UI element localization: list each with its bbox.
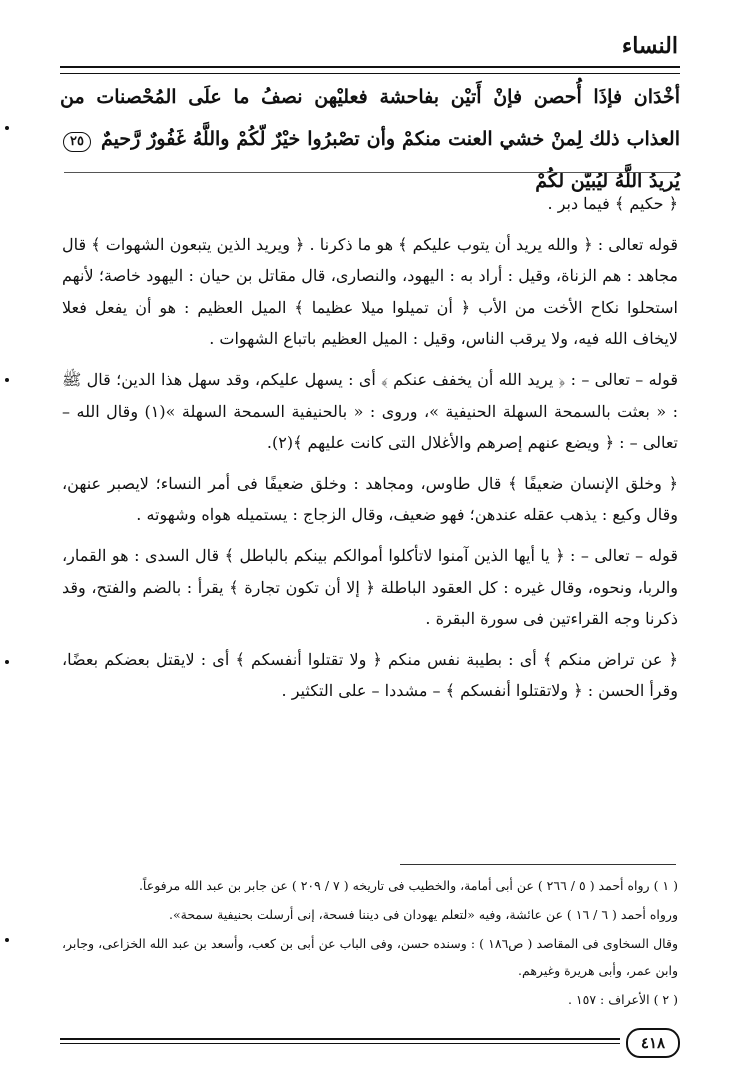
footnote: ورواه أحمد ( ٦ / ١٦ ) عن عائشة، وفيه «لتعلم يهودان فى ديننا فسحة، إنى أرسلت بحنيفية سمحة».	[169, 907, 678, 922]
scan-mark	[5, 660, 9, 664]
page-footer	[60, 1030, 680, 1060]
page-header	[62, 30, 678, 70]
footnotes	[62, 872, 678, 1015]
quran-verse-block	[60, 76, 680, 202]
verse-divider	[64, 172, 676, 173]
header-divider	[60, 66, 680, 74]
scan-mark	[5, 378, 9, 382]
footnote-divider	[400, 864, 676, 865]
footnote: ( ٢ ) الأعراف : ١٥٧ .	[567, 992, 678, 1007]
body-paragraph: ﴿ عن تراض منكم ﴾ أى : بطيبة نفس منكم ﴿ ولا تقتلوا أنفسكم ﴾ أى : لايقتل بعضكم بعضًا، وقرأ الحسن : ﴿ ولاتقتلوا أنفسكم ﴾ – مشددا – على التكثير .	[62, 649, 679, 701]
quran-verse-continuation: يُريدُ اللَّهُ ليُبيّن لكُمْ	[535, 170, 680, 192]
footer-rule	[60, 1038, 620, 1040]
scan-mark	[5, 938, 9, 942]
scan-mark	[5, 126, 9, 130]
footer-rule	[60, 1043, 620, 1044]
surah-title: النساء	[621, 33, 678, 59]
footnote: وقال السخاوى فى المقاصد ( ص١٨٦ ) : وسنده حسن، وفى الباب عن أبى بن كعب، وأسعد بن عبد الله الخزاعى، وجابر، وابن عمر، وأبى هريرة وغيرهم.	[62, 936, 678, 978]
page-number: ٤١٨	[626, 1028, 680, 1058]
quran-verse-text: أخْدَان فإذَا أُحصن فإنْ أَتيْن بفاحشة فعليْهن نصفُ ما علَى المُحْصنات من العذاب ذلك لِمنْ خشي العنت منكمْ وأن تصْبرُوا خيْرٌ لّكُمْ واللَّهُ غَفُورٌ رَّحيمٌ	[60, 86, 680, 150]
footnote: ( ١ ) رواه أحمد ( ٥ / ٢٦٦ ) عن أبى أمامة، والخطيب فى تاريخه ( ٧ / ٢٠٩ ) عن جابر بن عبد الله مرفوعاً.	[138, 878, 678, 893]
body-paragraph: قوله تعالى : ﴿ والله يريد أن يتوب عليكم ﴾ هو ما ذكرنا . ﴿ ويريد الذين يتبعون الشهوات ﴾ قال مجاهد : هم الزناة، وقيل : أراد به : اليهود، والنصارى، قال مقاتل بن حيان : اليهود خاصة؛ لأنهم استحلوا نكاح الأخت من الأب ﴿ أن تميلوا ميلا عظيما ﴾ الميل العظيم : هو أن يفعل فعلا لايخاف الله فيه، ولا يرقب الناس، وقيل : الميل العظيم باتباع الشهوات .	[62, 234, 678, 349]
body-paragraph: قوله – تعالى – : ﴿ يا أيها الذين آمنوا لاتأكلوا أموالكم بينكم بالباطل ﴾ قال السدى : هو القمار، والربا، ونحوه، وقال غيره : كل العقود الباطلة ﴿ إلا أن تكون تجارة ﴾ يقرأ : بالضم والفتح، وقد ذكرنا وجه القراءتين فى سورة البقرة .	[62, 545, 679, 629]
body-paragraph: قوله – تعالى – : ﴿ يريد الله أن يخفف عنكم ﴾ أى : يسهل عليكم، وقد سهل هذا الدين؛ قال ﷺ : « بعثت بالسمحة السهلة الحنيفية »، وروى : « بالحنيفية السمحة السهلة »(١) وقال الله – تعالى – : ﴿ ويضع عنهم إصرهم والأغلال التى كانت عليهم ﴾(٢).	[62, 369, 679, 453]
body-paragraph: ﴿ حكيم ﴾ فيما دبر .	[547, 194, 678, 213]
body-paragraph: ﴿ وخلق الإنسان ضعيفًا ﴾ قال طاوس، ومجاهد : وخلق ضعيفًا فى أمر النساء؛ لايصبر عنهن، وقال وكيع : يذهب عقله عندهن؛ فهو ضعيف، وقال الزجاج : يستميله هواه وشهوته .	[62, 473, 678, 525]
ayah-number-marker: ٢٥	[63, 132, 91, 152]
tafsir-body	[62, 188, 678, 716]
